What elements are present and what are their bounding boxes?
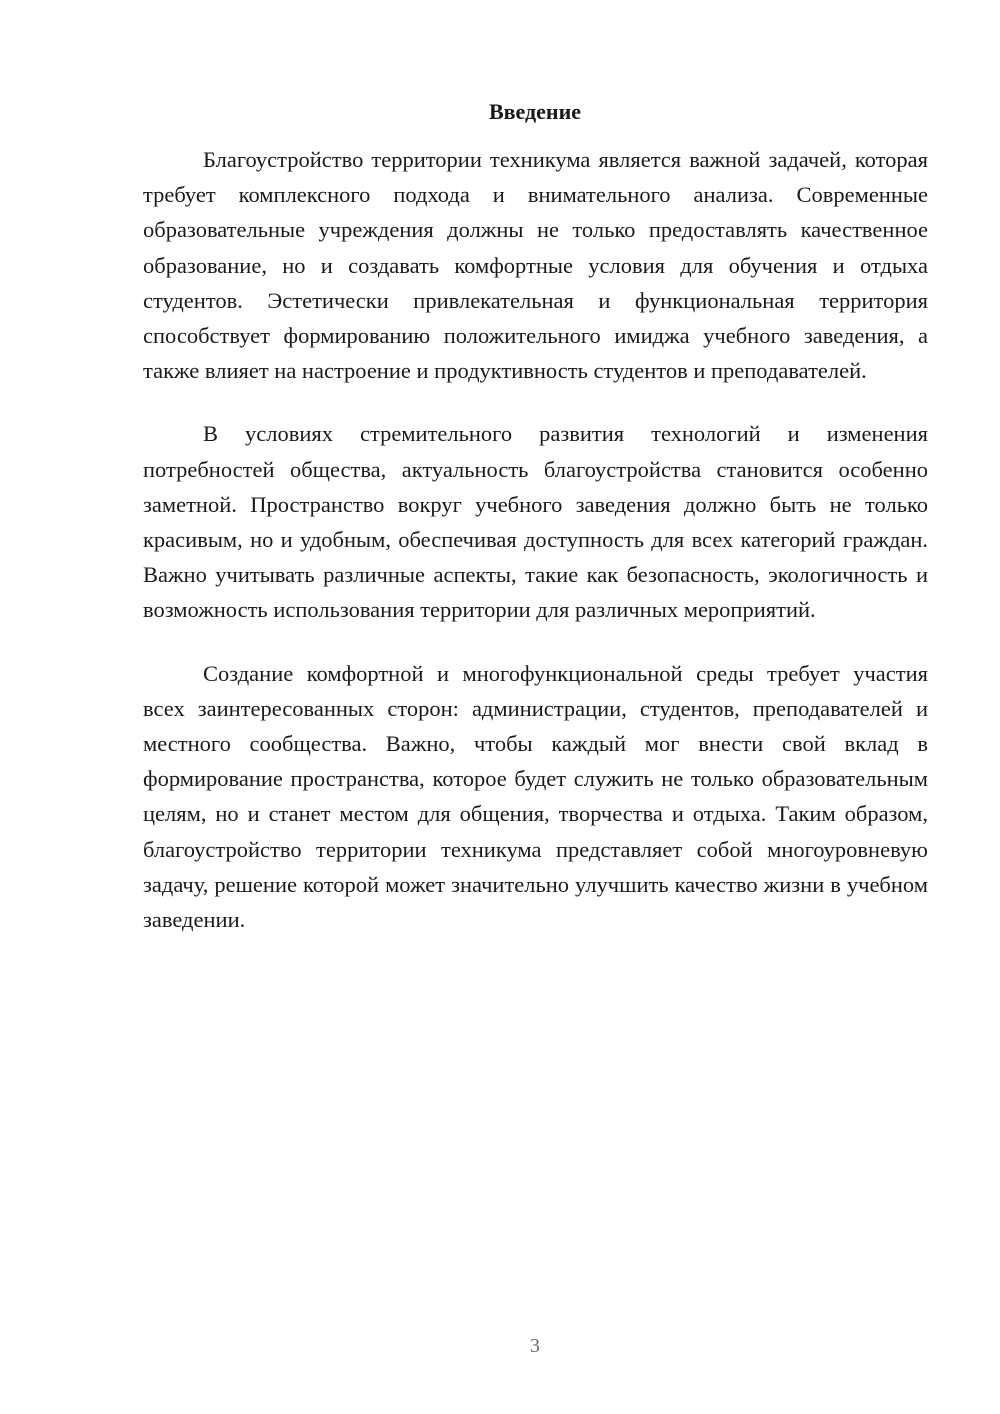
document-body <box>143 142 928 965</box>
paragraph-1: Благоустройство территории техникума является важной задачей, которая требует комплексного подхода и внимательного анализа. Современные образовательные учреждения должны не только предоставлять качественное образование, но и создавать комфортные условия для обучения и отдыха студентов. Эстетически привлекательная и функциональная территория способствует формированию положительного имиджа учебного заведения, а также влияет на настроение и продуктивность студентов и преподавателей. <box>143 147 928 384</box>
paragraph-3: Создание комфортной и многофункциональной среды требует участия всех заинтересованных сторон: администрации, студентов, преподавателей и местного сообщества. Важно, чтобы каждый мог внести свой вклад в формирование пространства, которое будет служить не только образовательным целям, но и станет местом для общения, творчества и отдыха. Таким образом, благоустройство территории техникума представляет собой многоуровневую задачу, решение которой может значительно улучшить качество жизни в учебном заведении. <box>143 660 928 933</box>
page-number: 3 <box>530 1335 540 1357</box>
page-title: Введение <box>488 99 582 124</box>
paragraph-2: В условиях стремительного развития технологий и изменения потребностей общества, актуальность благоустройства становится особенно заметной. Пространство вокруг учебного заведения должно быть не только красивым, но и удобным, обеспечивая доступность для всех категорий граждан. Важно учитывать различные аспекты, такие как безопасность, экологичность и возможность использования территории для различных мероприятий. <box>143 421 928 623</box>
